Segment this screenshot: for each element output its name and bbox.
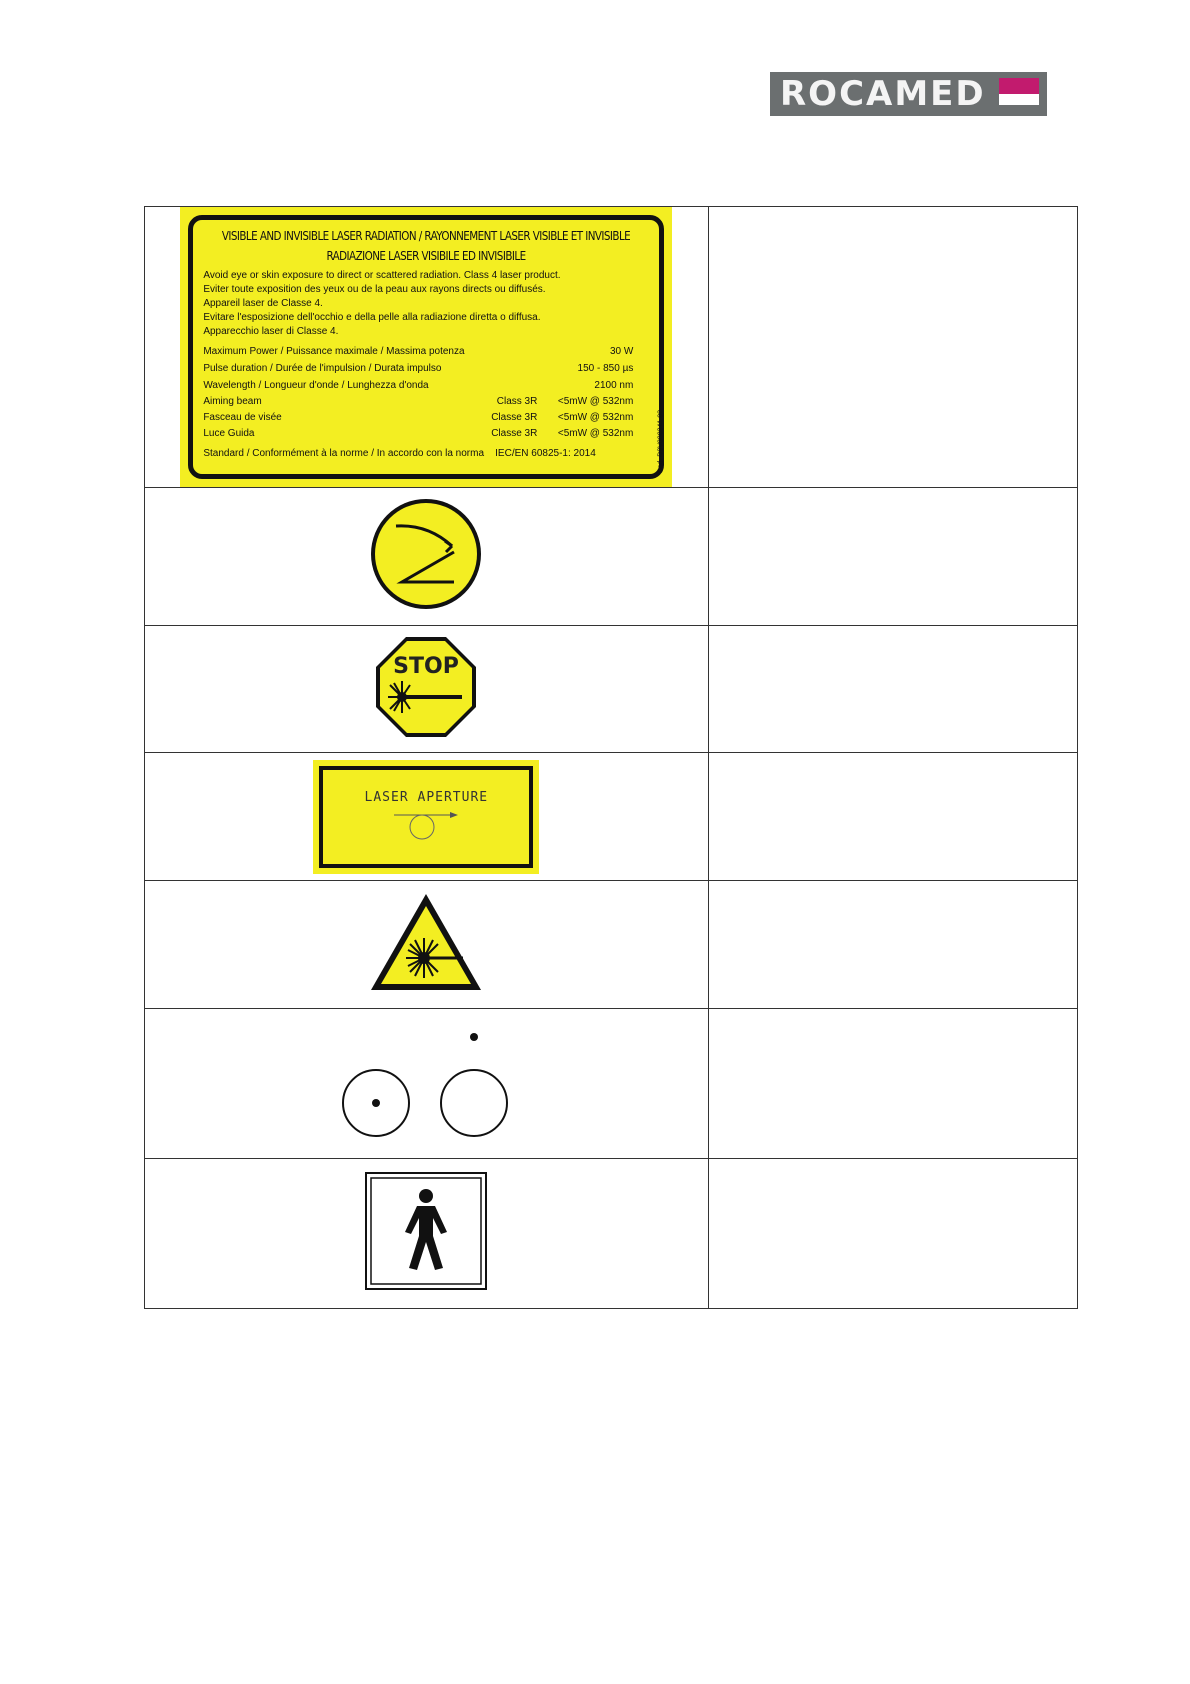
- aiming-label: Fasceau de visée: [203, 412, 282, 423]
- label-code: Cod. D8V000341.02: [657, 410, 665, 474]
- label-warning-line: Eviter toute exposition des yeux ou de la peau aux rayons directs ou diffusés.: [203, 284, 546, 295]
- spec-row: [203, 343, 649, 360]
- aiming-label: Aiming beam: [203, 396, 262, 407]
- label-warning-line: Avoid eye or skin exposure to direct or scattered radiation. Class 4 laser product.: [203, 270, 561, 281]
- label-title-line2: RADIAZIONE LASER VISIBILE ED INVISIBILE: [326, 248, 526, 263]
- stop-laser-icon: [374, 635, 478, 739]
- symbol-cell: [145, 753, 709, 881]
- label-warnings: [203, 269, 649, 339]
- aiming-value: <5mW @ 532nm: [557, 412, 634, 423]
- description-cell: [708, 753, 1077, 881]
- table-row: [145, 488, 1078, 626]
- aiming-class: Classe 3R: [491, 412, 538, 423]
- description-cell: [708, 1159, 1077, 1309]
- aperture-text: LASER APERTURE: [364, 789, 489, 805]
- laser-hazard-triangle-icon: [369, 892, 483, 992]
- laser-aperture-label: [313, 760, 539, 874]
- aiming-value: <5mW @ 532nm: [557, 428, 634, 439]
- aiming-row: [203, 410, 649, 426]
- table-row: [145, 753, 1078, 881]
- label-aiming: [203, 394, 649, 442]
- spec-row: [203, 377, 649, 394]
- description-cell: [708, 881, 1077, 1009]
- symbol-cell: [145, 488, 709, 626]
- aiming-class: Class 3R: [496, 396, 538, 407]
- logo-flag-icon: [999, 78, 1039, 110]
- stop-text: STOP: [393, 653, 460, 679]
- table-row: [145, 881, 1078, 1009]
- label-warning-line: Appareil laser de Classe 4.: [203, 298, 323, 309]
- rocamed-logo: [770, 72, 1047, 116]
- spec-value: 2100 nm: [594, 380, 634, 391]
- description-cell: [708, 488, 1077, 626]
- table-row: [145, 626, 1078, 753]
- spec-value: 150 - 850 µs: [577, 363, 634, 374]
- spec-value: 30 W: [609, 346, 634, 357]
- label-specs: [203, 343, 649, 394]
- label-image-cell: [145, 207, 709, 488]
- off-symbol-icon: [441, 1033, 507, 1136]
- aiming-label: Luce Guida: [203, 428, 255, 439]
- label-warning-line: Evitare l'esposizione dell'occhio e della pelle alla radiazione diretta o diffusa.: [203, 312, 541, 323]
- table-row: [145, 1009, 1078, 1159]
- symbols-table: [144, 206, 1078, 1309]
- symbol-cell: [145, 1159, 709, 1309]
- description-cell: [708, 1009, 1077, 1159]
- spec-label: Pulse duration / Durée de l'impulsion / Durata impulso: [203, 363, 442, 374]
- standard-value: IEC/EN 60825-1: 2014: [495, 448, 596, 459]
- aiming-class: Classe 3R: [491, 428, 538, 439]
- standard-row: [203, 446, 649, 462]
- on-symbol-icon: [343, 1070, 409, 1136]
- logo-text: ROCAMED: [780, 74, 986, 114]
- description-cell: [708, 626, 1077, 753]
- aiming-value: <5mW @ 532nm: [557, 396, 634, 407]
- label-warning-line: Apparecchio laser di Classe 4.: [203, 326, 339, 337]
- spec-row: [203, 360, 649, 377]
- symbol-cell: [145, 881, 709, 1009]
- label-title-line1: VISIBLE AND INVISIBLE LASER RADIATION / RAYONNEMENT LASER VISIBLE ET INVISIBLE: [222, 228, 631, 243]
- spec-label: Wavelength / Longueur d'onde / Lunghezza d'onda: [203, 380, 429, 391]
- standard-label: Standard / Conformément à la norme / In accordo con la norma: [203, 448, 485, 459]
- type-b-applied-part-icon: [365, 1172, 487, 1290]
- spec-label: Maximum Power / Puissance maximale / Massima potenza: [203, 346, 465, 357]
- on-off-symbols: [336, 1021, 516, 1141]
- aperture-symbol-icon: [386, 807, 466, 843]
- description-cell: [708, 207, 1077, 488]
- table-row: [145, 1159, 1078, 1309]
- symbol-cell: [145, 626, 709, 753]
- aiming-row: [203, 394, 649, 410]
- symbol-cell: [145, 1009, 709, 1159]
- laser-beam-warning-icon: [368, 496, 484, 612]
- laser-warning-label: [180, 207, 672, 487]
- table-row: [145, 207, 1078, 488]
- aiming-row: [203, 426, 649, 442]
